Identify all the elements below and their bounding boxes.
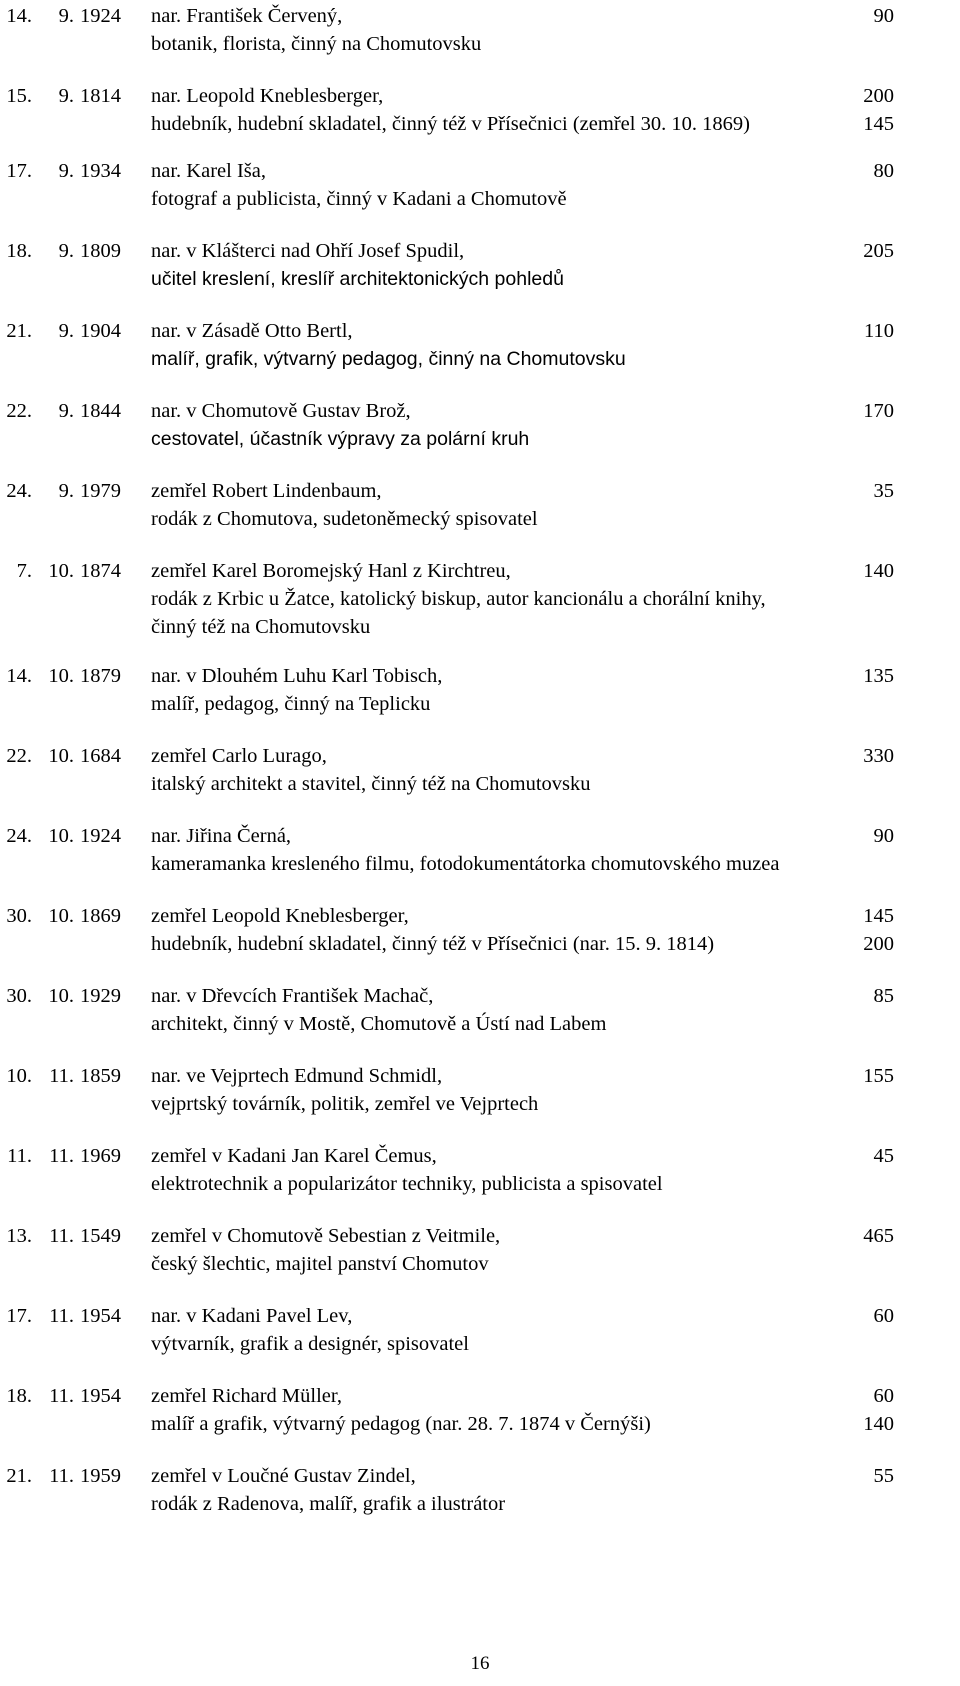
date-day: 24. xyxy=(6,825,32,847)
anniversary-years: 45 xyxy=(873,1145,894,1167)
entry-description-line xyxy=(0,930,960,958)
date-month: 11. xyxy=(49,1305,74,1327)
entry-headline xyxy=(0,557,960,585)
entry xyxy=(0,477,960,533)
entry-description-line xyxy=(0,1490,960,1518)
date-year: 1924 xyxy=(80,5,121,27)
date-day: 24. xyxy=(6,480,32,502)
date-day: 10. xyxy=(6,1065,32,1087)
entry xyxy=(0,317,960,373)
entry-name: zemřel Robert Lindenbaum, xyxy=(151,480,382,502)
date-day: 18. xyxy=(6,240,32,262)
date-day: 14. xyxy=(6,665,32,687)
entry xyxy=(0,902,960,958)
date-day: 21. xyxy=(6,1465,32,1487)
entry-description: rodák z Krbic u Žatce, katolický biskup, autor kancionálu a chorální knihy, xyxy=(151,588,766,610)
date-month: 10. xyxy=(48,825,74,847)
date-year: 1874 xyxy=(80,560,121,582)
date-month: 9. xyxy=(58,160,74,182)
entry-name: nar. Jiřina Černá, xyxy=(151,825,292,847)
entry-description-line xyxy=(0,345,960,373)
anniversary-years: 170 xyxy=(863,400,894,422)
entry-description-line xyxy=(0,1250,960,1278)
date-year: 1929 xyxy=(80,985,121,1007)
date-day: 22. xyxy=(6,745,32,767)
entry-description-line xyxy=(0,1090,960,1118)
entry-headline xyxy=(0,157,960,185)
date-month: 11. xyxy=(49,1225,74,1247)
entry-name: nar. v Zásadě Otto Bertl, xyxy=(151,320,353,342)
entry-name: zemřel v Chomutově Sebestian z Veitmile, xyxy=(151,1225,501,1247)
date-day: 18. xyxy=(6,1385,32,1407)
entry-description-line xyxy=(0,1410,960,1438)
date-day: 17. xyxy=(6,1305,32,1327)
date-year: 1859 xyxy=(80,1065,121,1087)
entry xyxy=(0,157,960,213)
entry-headline xyxy=(0,662,960,690)
entry-description: architekt, činný v Mostě, Chomutově a Ústí nad Labem xyxy=(151,1013,607,1035)
entry-headline xyxy=(0,1382,960,1410)
entry xyxy=(0,1062,960,1118)
entry-headline xyxy=(0,1302,960,1330)
date-year: 1924 xyxy=(80,825,121,847)
entry xyxy=(0,557,960,641)
anniversary-years: 330 xyxy=(863,745,894,767)
date-year: 1954 xyxy=(80,1385,121,1407)
date-day: 15. xyxy=(6,85,32,107)
date-year: 1879 xyxy=(80,665,121,687)
entry-name: nar. v Kadani Pavel Lev, xyxy=(151,1305,353,1327)
entry-description: výtvarník, grafik a designér, spisovatel xyxy=(151,1333,469,1355)
date-month: 10. xyxy=(48,745,74,767)
entry xyxy=(0,1382,960,1438)
entry-name: nar. František Červený, xyxy=(151,5,343,27)
entry xyxy=(0,822,960,878)
date-year: 1934 xyxy=(80,160,121,182)
entry-description-line xyxy=(0,1010,960,1038)
date-month: 10. xyxy=(48,560,74,582)
anniversary-years: 80 xyxy=(873,160,894,182)
entry-description-line xyxy=(0,770,960,798)
entry-headline xyxy=(0,1142,960,1170)
entry-description-line xyxy=(0,1330,960,1358)
date-year: 1814 xyxy=(80,85,121,107)
entry-description: rodák z Chomutova, sudetoněmecký spisovatel xyxy=(151,508,538,530)
entry-name: zemřel Karel Boromejský Hanl z Kirchtreu, xyxy=(151,560,511,582)
date-year: 1904 xyxy=(80,320,121,342)
entry-headline xyxy=(0,1462,960,1490)
entry-headline xyxy=(0,1222,960,1250)
date-year: 1969 xyxy=(80,1145,121,1167)
anniversary-years: 205 xyxy=(863,240,894,262)
anniversary-years: 60 xyxy=(873,1305,894,1327)
entry-name: nar. ve Vejprtech Edmund Schmidl, xyxy=(151,1065,443,1087)
page-number: 16 xyxy=(470,1653,490,1674)
entry xyxy=(0,237,960,293)
anniversary-years: 155 xyxy=(863,1065,894,1087)
entry-description-line xyxy=(0,185,960,213)
date-year: 1844 xyxy=(80,400,121,422)
entry xyxy=(0,982,960,1038)
entry xyxy=(0,2,960,58)
entry-description: vejprtský továrník, politik, zemřel ve Vejprtech xyxy=(151,1093,539,1115)
date-month: 9. xyxy=(58,240,74,262)
entry-name: nar. Leopold Kneblesberger, xyxy=(151,85,384,107)
entry-description: cestovatel, účastník výpravy za polární kruh xyxy=(151,428,530,450)
entry-description: italský architekt a stavitel, činný též na Chomutovsku xyxy=(151,773,591,795)
date-month: 11. xyxy=(49,1385,74,1407)
entry-headline xyxy=(0,2,960,30)
date-year: 1549 xyxy=(80,1225,121,1247)
anniversary-years: 145 xyxy=(863,905,894,927)
anniversary-years: 35 xyxy=(873,480,894,502)
anniversary-years: 55 xyxy=(873,1465,894,1487)
entry-description: elektrotechnik a popularizátor techniky, publicista a spisovatel xyxy=(151,1173,663,1195)
entry-name: nar. v Dřevcích František Machač, xyxy=(151,985,434,1007)
date-year: 1979 xyxy=(80,480,121,502)
entry-headline xyxy=(0,742,960,770)
entry xyxy=(0,662,960,718)
anniversary-years: 200 xyxy=(863,933,894,955)
entry-description: učitel kreslení, kreslíř architektonických pohledů xyxy=(151,268,564,290)
entry-name: zemřel Leopold Kneblesberger, xyxy=(151,905,409,927)
date-day: 30. xyxy=(6,985,32,1007)
anniversary-years: 135 xyxy=(863,665,894,687)
entry-description-line xyxy=(0,850,960,878)
anniversary-years: 145 xyxy=(863,113,894,135)
entry-description: fotograf a publicista, činný v Kadani a Chomutově xyxy=(151,188,567,210)
date-day: 11. xyxy=(7,1145,32,1167)
date-day: 22. xyxy=(6,400,32,422)
entry-description: hudebník, hudební skladatel, činný též v Přísečnici (zemřel 30. 10. 1869) xyxy=(151,113,750,135)
anniversary-years: 90 xyxy=(873,5,894,27)
date-month: 9. xyxy=(58,320,74,342)
entry-description: kameramanka kresleného filmu, fotodokumentátorka chomutovského muzea xyxy=(151,853,780,875)
entry-description: malíř, pedagog, činný na Teplicku xyxy=(151,693,431,715)
entry-description-line xyxy=(0,265,960,293)
entry-description: malíř, grafik, výtvarný pedagog, činný na Chomutovsku xyxy=(151,348,626,370)
entry-name: nar. v Dlouhém Luhu Karl Tobisch, xyxy=(151,665,443,687)
entry xyxy=(0,82,960,138)
date-month: 10. xyxy=(48,665,74,687)
date-day: 30. xyxy=(6,905,32,927)
entry-description: malíř a grafik, výtvarný pedagog (nar. 28. 7. 1874 v Černýši) xyxy=(151,1413,651,1435)
date-year: 1684 xyxy=(80,745,121,767)
date-month: 11. xyxy=(49,1065,74,1087)
anniversary-years: 200 xyxy=(863,85,894,107)
entry-description: botanik, florista, činný na Chomutovsku xyxy=(151,33,482,55)
date-day: 13. xyxy=(6,1225,32,1247)
entry-name: zemřel v Loučné Gustav Zindel, xyxy=(151,1465,416,1487)
date-month: 9. xyxy=(58,5,74,27)
date-month: 10. xyxy=(48,905,74,927)
anniversary-years: 85 xyxy=(873,985,894,1007)
anniversary-years: 465 xyxy=(863,1225,894,1247)
date-month: 11. xyxy=(49,1465,74,1487)
entry xyxy=(0,742,960,798)
entry-headline xyxy=(0,237,960,265)
entry-description-line xyxy=(0,690,960,718)
entry-description-line xyxy=(0,1170,960,1198)
date-year: 1809 xyxy=(80,240,121,262)
entry xyxy=(0,1302,960,1358)
entry xyxy=(0,1462,960,1518)
entry-headline xyxy=(0,982,960,1010)
entry-description: hudebník, hudební skladatel, činný též v Přísečnici (nar. 15. 9. 1814) xyxy=(151,933,715,955)
date-month: 9. xyxy=(58,480,74,502)
date-day: 14. xyxy=(6,5,32,27)
entry-headline xyxy=(0,477,960,505)
date-month: 11. xyxy=(49,1145,74,1167)
date-year: 1869 xyxy=(80,905,121,927)
date-year: 1959 xyxy=(80,1465,121,1487)
entry-description-line xyxy=(0,585,960,613)
entry-headline xyxy=(0,82,960,110)
date-day: 21. xyxy=(6,320,32,342)
date-month: 9. xyxy=(58,85,74,107)
anniversary-years: 60 xyxy=(873,1385,894,1407)
date-month: 9. xyxy=(58,400,74,422)
entry-headline xyxy=(0,397,960,425)
entry-name: nar. Karel Iša, xyxy=(151,160,266,182)
date-day: 17. xyxy=(6,160,32,182)
date-year: 1954 xyxy=(80,1305,121,1327)
entry-name: zemřel Richard Müller, xyxy=(151,1385,343,1407)
entry-name: zemřel Carlo Lurago, xyxy=(151,745,327,767)
entry xyxy=(0,1222,960,1278)
entry-headline xyxy=(0,902,960,930)
entry-description: český šlechtic, majitel panství Chomutov xyxy=(151,1253,489,1275)
entry-description-line xyxy=(0,425,960,453)
entry-description-line xyxy=(0,30,960,58)
date-day: 7. xyxy=(16,560,32,582)
entry-headline xyxy=(0,1062,960,1090)
anniversary-years: 140 xyxy=(863,560,894,582)
entry-description: rodák z Radenova, malíř, grafik a ilustrátor xyxy=(151,1493,506,1515)
entry-description-line xyxy=(0,110,960,138)
entry xyxy=(0,397,960,453)
anniversary-years: 110 xyxy=(864,320,894,342)
anniversary-years: 90 xyxy=(873,825,894,847)
entry xyxy=(0,1142,960,1198)
entry-name: nar. v Klášterci nad Ohří Josef Spudil, xyxy=(151,240,465,262)
date-month: 10. xyxy=(48,985,74,1007)
entry-description: činný též na Chomutovsku xyxy=(151,616,371,638)
entry-description-line xyxy=(0,505,960,533)
anniversary-years: 140 xyxy=(863,1413,894,1435)
entry-name: nar. v Chomutově Gustav Brož, xyxy=(151,400,411,422)
entry-name: zemřel v Kadani Jan Karel Čemus, xyxy=(151,1145,437,1167)
entry-headline xyxy=(0,822,960,850)
entry-description-line xyxy=(0,613,960,641)
entry-headline xyxy=(0,317,960,345)
